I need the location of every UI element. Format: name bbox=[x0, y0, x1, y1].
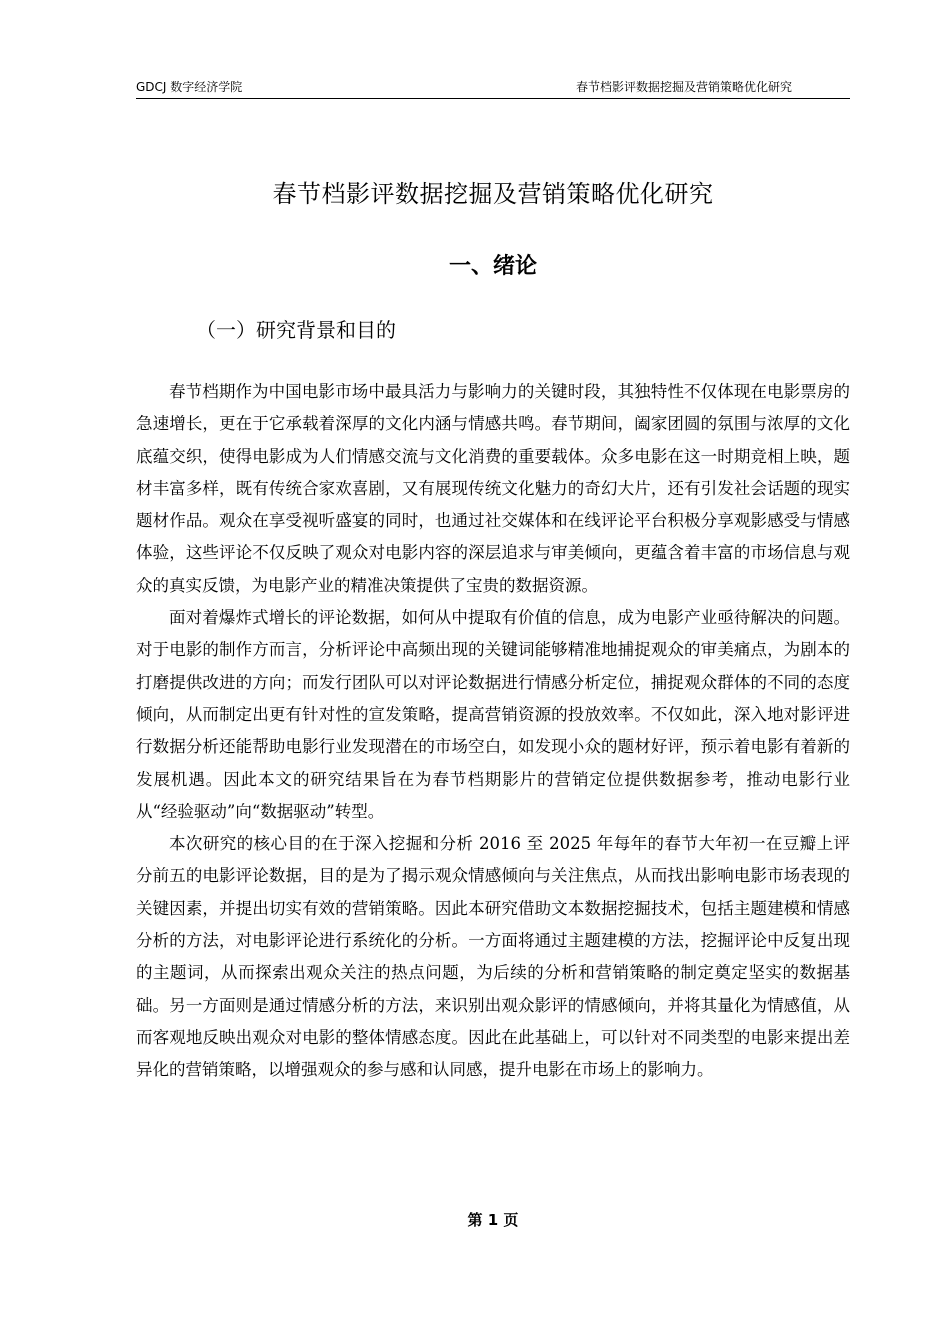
paragraph: 本次研究的核心目的在于深入挖掘和分析 2016 至 2025 年每年的春节大年初一在豆瓣上评分前五的电影评论数据，目的是为了揭示观众情感倾向与关注焦点，从而找出影响电影市场表现的关键因素，并提出切实有效的营销策略。因此本研究借助文本数据挖掘技术，包括主题建模和情感分析的方法，对电影评论进行系统化的分析。一方面将通过主题建模的方法，挖掘评论中反复出现的主题词，从而探索出观众关注的热点问题，为后续的分析和营销策略的制定奠定坚实的数据基础。另一方面则是通过情感分析的方法，来识别出观众影评的情感倾向，并将其量化为情感值，从而客观地反映出观众对电影的整体情感态度。因此在此基础上，可以针对不同类型的电影来提出差异化的营销策略，以增强观众的参与感和认同感，提升电影在市场上的影响力。 bbox=[136, 834, 850, 1080]
paragraph: 面对着爆炸式增长的评论数据，如何从中提取有价值的信息，成为电影产业亟待解决的问题。对于电影的制作方而言，分析评论中高频出现的关键词能够精准地捕捉观众的审美痛点，为剧本的打磨提供改进的方向；而发行团队可以对评论数据进行情感分析定位，捕捉观众群体的不同的态度倾向，从而制定出更有针对性的宣发策略，提高营销资源的投放效率。不仅如此，深入地对影评进行数据分析还能帮助电影行业发现潜在的市场空白，如发现小众的题材好评，预示着电影有着新的发展机遇。因此本文的研究结果旨在为春节档期影片的营销定位提供数据参考，推动电影行业从“经验驱动”向“数据驱动”转型。 bbox=[136, 608, 850, 821]
document-title: 春节档影评数据挖掘及营销策略优化研究 bbox=[272, 180, 714, 208]
page-number: 第 1 页 bbox=[467, 1211, 519, 1229]
chapter-heading: 一、绪论 bbox=[448, 254, 537, 279]
header-institution: GDCJ 数字经济学院 bbox=[136, 80, 243, 94]
header-running-title: 春节档影评数据挖掘及营销策略优化研究 bbox=[575, 80, 792, 94]
paragraph: 春节档期作为中国电影市场中最具活力与影响力的关键时段，其独特性不仅体现在电影票房的急速增长，更在于它承载着深厚的文化内涵与情感共鸣。春节期间，阖家团圆的氛围与浓厚的文化底蕴交织，使得电影成为人们情感交流与文化消费的重要载体。众多电影在这一时期竞相上映，题材丰富多样，既有传统合家欢喜剧，又有展现传统文化魅力的奇幻大片，还有引发社会话题的现实题材作品。观众在享受视听盛宴的同时，也通过社交媒体和在线评论平台积极分享观影感受与情感体验，这些评论不仅反映了观众对电影内容的深层追求与审美倾向，更蕴含着丰富的市场信息与观众的真实反馈，为电影产业的精准决策提供了宝贵的数据资源。 bbox=[136, 382, 850, 595]
page-header bbox=[136, 78, 850, 99]
section-heading: （一）研究背景和目的 bbox=[196, 318, 396, 342]
body-text bbox=[136, 376, 850, 1087]
